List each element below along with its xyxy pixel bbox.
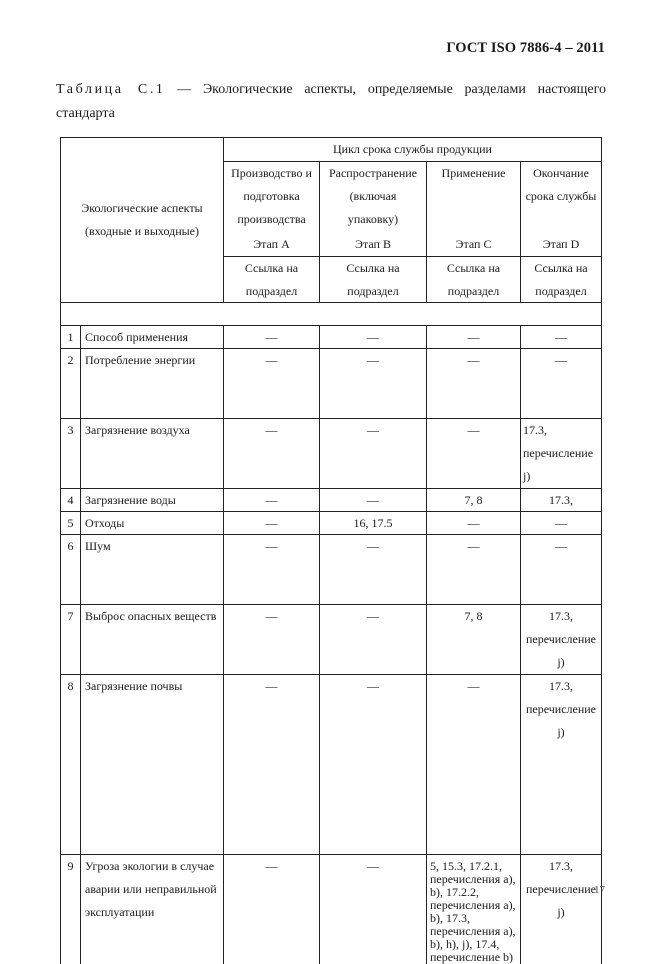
stage-d-name: Окончание срока службы <box>525 166 597 203</box>
row-6-stage-d: — <box>521 535 602 605</box>
row-3-aspect: Загрязнение воздуха <box>81 419 224 489</box>
row-1-aspect: Способ применения <box>81 326 224 349</box>
row-4-stage-a: — <box>224 489 320 512</box>
row-9-stage-b: — <box>320 855 427 964</box>
row-4-number: 4 <box>61 489 81 512</box>
row-8-number: 8 <box>61 675 81 855</box>
table-caption-text: — Экологические аспекты, определяемые разделами настоящего стандарта <box>56 82 606 121</box>
row-7-aspect: Выброс опасных веществ <box>81 605 224 675</box>
row-3-stage-a: — <box>224 419 320 489</box>
stage-c-header <box>427 162 521 257</box>
row-8-stage-d: 17.3, перечисление j) <box>521 675 602 855</box>
row-7-stage-c: 7, 8 <box>427 605 521 675</box>
row-1-stage-d: — <box>521 326 602 349</box>
row-6-number: 6 <box>61 535 81 605</box>
row-7-stage-a: — <box>224 605 320 675</box>
row-5-stage-c: — <box>427 512 521 535</box>
row-6-stage-b: — <box>320 535 427 605</box>
stage-c-label: Этап С <box>455 237 492 251</box>
row-6-aspect: Шум <box>81 535 224 605</box>
row-4-stage-c: 7, 8 <box>427 489 521 512</box>
page-number: 17 <box>594 884 605 896</box>
stage-d-header <box>521 162 602 257</box>
row-3-number: 3 <box>61 419 81 489</box>
row-1-stage-b: — <box>320 326 427 349</box>
stage-d-label: Этап D <box>542 237 580 251</box>
row-7-stage-d: 17.3, перечисление j) <box>521 605 602 675</box>
row-5-stage-a: — <box>224 512 320 535</box>
header-spacer-row <box>61 303 602 326</box>
row-2-stage-c: — <box>427 349 521 419</box>
stage-a-header <box>224 162 320 257</box>
row-3-stage-c: — <box>427 419 521 489</box>
row-3-stage-d: 17.3, перечисление j) <box>521 419 602 489</box>
document-code: ГОСТ ISO 7886-4 – 2011 <box>446 40 605 56</box>
stage-c-name: Применение <box>441 166 506 180</box>
row-1-stage-c: — <box>427 326 521 349</box>
stage-a-name: Производство и подготовка производства <box>231 166 312 226</box>
row-5-stage-d: — <box>521 512 602 535</box>
row-7-number: 7 <box>61 605 81 675</box>
row-4-aspect: Загрязнение воды <box>81 489 224 512</box>
row-8-stage-c: — <box>427 675 521 855</box>
stage-b-label: Этап В <box>355 237 391 251</box>
row-2-stage-b: — <box>320 349 427 419</box>
row-9-stage-d: 17.3, перечисление j) <box>521 855 602 964</box>
stage-b-name: Распространение (включая упаковку) <box>328 166 417 226</box>
stage-b-header <box>320 162 427 257</box>
row-2-stage-a: — <box>224 349 320 419</box>
row-8-stage-a: — <box>224 675 320 855</box>
aspects-header: Экологические аспекты (входные и выходные) <box>61 138 224 303</box>
row-6-stage-a: — <box>224 535 320 605</box>
row-4-stage-d: 17.3, <box>521 489 602 512</box>
stage-c-ref: Ссылка на подраздел <box>427 257 521 303</box>
row-3-stage-b: — <box>320 419 427 489</box>
row-5-stage-b: 16, 17.5 <box>320 512 427 535</box>
row-1-stage-a: — <box>224 326 320 349</box>
row-9-stage-a: — <box>224 855 320 964</box>
environmental-aspects-table <box>60 137 602 964</box>
row-9-aspect: Угроза экологии в случае аварии или неправильной эксплуатации <box>81 855 224 964</box>
row-5-number: 5 <box>61 512 81 535</box>
stage-a-label: Этап А <box>253 237 290 251</box>
row-7-stage-b: — <box>320 605 427 675</box>
row-2-aspect: Потребление энергии <box>81 349 224 419</box>
row-8-stage-b: — <box>320 675 427 855</box>
row-6-stage-c: — <box>427 535 521 605</box>
stage-d-ref: Ссылка на подраздел <box>521 257 602 303</box>
table-caption <box>56 78 606 126</box>
row-2-stage-d: — <box>521 349 602 419</box>
stage-a-ref: Ссылка на подраздел <box>224 257 320 303</box>
row-5-aspect: Отходы <box>81 512 224 535</box>
row-9-number: 9 <box>61 855 81 964</box>
row-2-number: 2 <box>61 349 81 419</box>
table-caption-lead: Таблица С.1 <box>56 82 166 97</box>
row-9-stage-c: 5, 15.3, 17.2.1, перечисления a), b), 17.2.2, перечисления a), b), 17.3, перечисления a), b), h), j), 17.4, перечисление b) <box>427 855 521 964</box>
row-8-aspect: Загрязнение почвы <box>81 675 224 855</box>
lifecycle-header: Цикл срока службы продукции <box>224 138 602 162</box>
row-4-stage-b: — <box>320 489 427 512</box>
row-1-number: 1 <box>61 326 81 349</box>
stage-b-ref: Ссылка на подраздел <box>320 257 427 303</box>
